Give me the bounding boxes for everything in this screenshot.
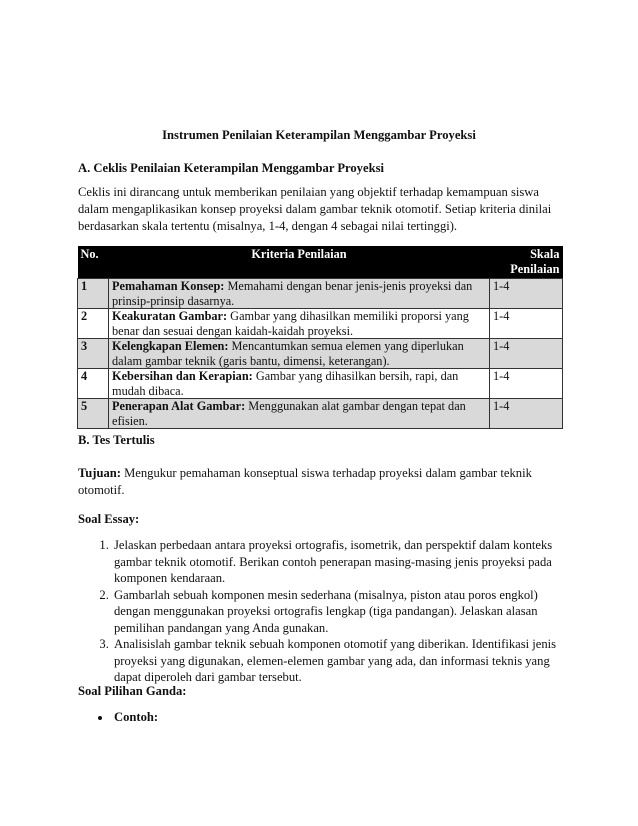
criteria-description: Gambar yang dihasilkan bersih, rapi, dan mudah dibaca. (112, 369, 459, 398)
row-criteria (109, 309, 490, 339)
essay-heading: Soal Essay: (78, 512, 140, 526)
list-item: 3. Analisislah gambar teknik sebuah komponen otomotif yang diberikan. Identifikasi jenis proyeksi yang digunakan, elemen-elemen gambar yang ada, dan informasi teknis yang dapat diperoleh dari gambar tersebut. (112, 636, 558, 686)
row-criteria (109, 399, 490, 429)
criteria-term: Penerapan Alat Gambar: (112, 399, 246, 413)
row-number: 4 (78, 369, 109, 399)
criteria-description: Menggunakan alat gambar dengan tepat dan efisien. (112, 399, 466, 428)
table-row (78, 309, 563, 339)
row-scale: 1-4 (490, 399, 563, 429)
header-no: No. (78, 246, 109, 279)
list-item: 1. Jelaskan perbedaan antara proyeksi ortografis, isometrik, dan perspektif dalam konteks gambar teknik otomotif. Berikan contoh penerapan masing-masing jenis proyeksi pada komponen kendaraan. (112, 537, 558, 587)
section-b-heading: B. Tes Tertulis (78, 433, 155, 447)
document-title: Instrumen Penilaian Keterampilan Menggambar Proyeksi (162, 128, 476, 142)
row-criteria (109, 279, 490, 309)
header-scale: Skala Penilaian (490, 246, 563, 279)
criteria-term: Kebersihan dan Kerapian: (112, 369, 253, 383)
table-row (78, 399, 563, 429)
row-number: 3 (78, 339, 109, 369)
section-a-intro: Ceklis ini dirancang untuk memberikan penilaian yang objektif terhadap kemampuan siswa dalam mengaplikasikan konsep proyeksi dalam gambar teknik otomotif. Setiap kriteria dinilai berdasarkan skala tertentu (misalnya, 1-4, dengan 4 sebagai nilai tertinggi). (78, 185, 552, 233)
row-scale: 1-4 (490, 369, 563, 399)
goal-text: Mengukur pemahaman konseptual siswa terhadap proyeksi dalam gambar teknik otomotif. (78, 466, 532, 497)
table-row (78, 279, 563, 309)
header-criteria: Kriteria Penilaian (109, 246, 490, 279)
criteria-term: Keakuratan Gambar: (112, 309, 228, 323)
section-a-heading: A. Ceklis Penilaian Keterampilan Menggambar Proyeksi (78, 161, 384, 175)
row-number: 5 (78, 399, 109, 429)
row-scale: 1-4 (490, 279, 563, 309)
essay-list (78, 537, 558, 686)
criteria-term: Pemahaman Konsep: (112, 279, 225, 293)
criteria-description: Mencantumkan semua elemen yang diperlukan dalam gambar teknik (garis bantu, dimensi, keterangan). (112, 339, 464, 368)
criteria-table (77, 246, 563, 429)
mc-list (78, 709, 158, 726)
list-item: • Contoh: (112, 709, 158, 726)
criteria-description: Memahami dengan benar jenis-jenis proyeksi dan prinsip-prinsip dasarnya. (112, 279, 473, 308)
goal-label: Tujuan: (78, 466, 121, 480)
mc-heading: Soal Pilihan Ganda: (78, 684, 187, 698)
row-scale: 1-4 (490, 339, 563, 369)
table-header-row (78, 246, 563, 279)
row-number: 2 (78, 309, 109, 339)
row-number: 1 (78, 279, 109, 309)
row-scale: 1-4 (490, 309, 563, 339)
table-row (78, 339, 563, 369)
row-criteria (109, 339, 490, 369)
goal-paragraph (78, 465, 558, 499)
criteria-term: Kelengkapan Elemen: (112, 339, 229, 353)
criteria-description: Gambar yang dihasilkan memiliki proporsi yang benar dan sesuai dengan kaidah-kaidah proyeksi. (112, 309, 469, 338)
list-item: 2. Gambarlah sebuah komponen mesin sederhana (misalnya, piston atau poros engkol) dengan menggunakan proyeksi ortografis lengkap (tiga pandangan). Jelaskan alasan pemilihan pandangan yang Anda gunakan. (112, 587, 558, 637)
table-row (78, 369, 563, 399)
row-criteria (109, 369, 490, 399)
